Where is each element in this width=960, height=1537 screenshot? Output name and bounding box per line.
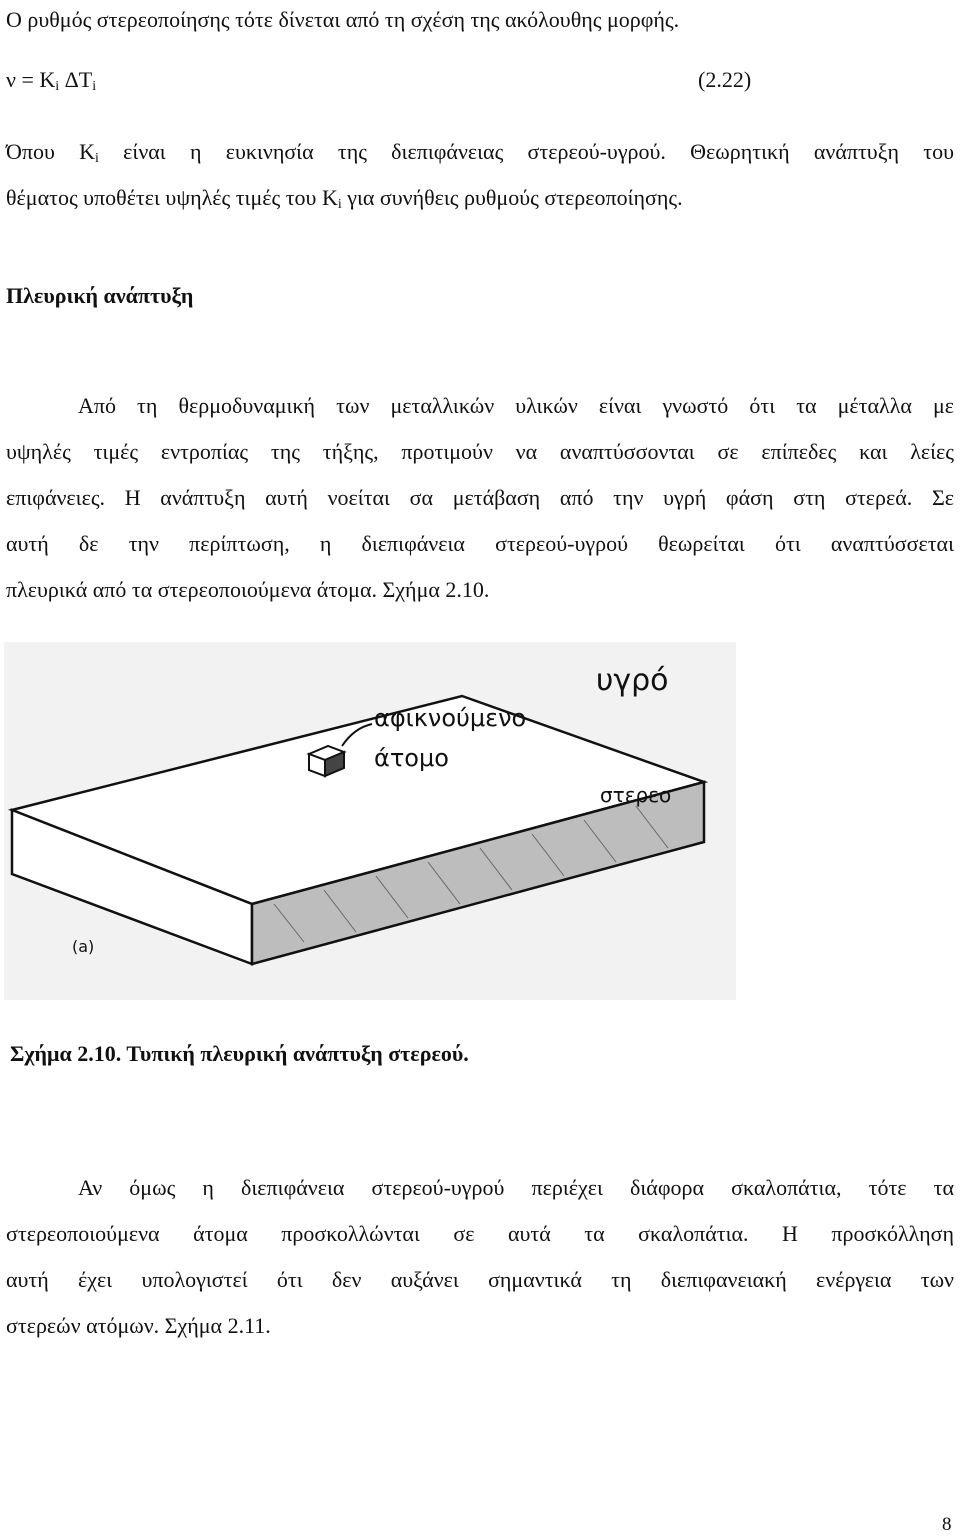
closing-line: αυτή έχει υπολογιστεί ότι δεν αυξάνει σημαντικά τη διεπιφανειακή ενέργεια των xyxy=(6,1267,954,1292)
intro-line: Ο ρυθμός στερεοποίησης τότε δίνεται από τη σχέση της ακόλουθης μορφής. xyxy=(6,7,680,32)
label-panel: (a) xyxy=(72,937,95,956)
lateral-growth-figure xyxy=(4,642,736,1000)
equation: $\nu = K_i$ $\Delta T_i$ xyxy=(6,67,97,94)
figure-drawing xyxy=(4,642,736,1000)
label-atom-2: άτομο xyxy=(374,744,449,772)
closing-line: στερεών ατόμων. Σχήμα 2.11. xyxy=(6,1313,271,1338)
where-line-2: θέματος υποθέτει υψηλές τιμές του $K_i$ για συνήθεις ρυθμούς στερεοποίησης. xyxy=(6,185,683,212)
equation-number: (2.22) xyxy=(698,67,752,92)
label-solid: στερεο xyxy=(600,783,672,807)
closing-line: Αν όμως η διεπιφάνεια στερεού-υγρού περιέχει διάφορα σκαλοπάτια, τότε τα xyxy=(78,1175,954,1200)
closing-line: στερεοποιούμενα άτομα προσκολλώνται σε αυτά τα σκαλοπάτια. Η προσκόλληση xyxy=(6,1221,954,1246)
label-atom-1: αφικνούμενο xyxy=(374,704,527,732)
where-line-1: Όπου $K_i$ είναι η ευκινησία της διεπιφάνειας στερεού-υγρού. Θεωρητική ανάπτυξη του xyxy=(6,139,954,166)
paragraph-line: αυτή δε την περίπτωση, η διεπιφάνεια στερεού-υγρού θεωρείται ότι αναπτύσσεται xyxy=(6,531,954,556)
page-number: 8 xyxy=(942,1514,952,1535)
figure-caption: Σχήμα 2.10. Τυπική πλευρική ανάπτυξη στερεού. xyxy=(10,1041,469,1066)
paragraph-line: πλευρικά από τα στερεοποιούμενα άτομα. Σχήμα 2.10. xyxy=(6,577,490,602)
label-liquid: υγρό xyxy=(596,663,669,698)
section-heading: Πλευρική ανάπτυξη xyxy=(6,283,194,308)
paragraph-line: επιφάνειες. Η ανάπτυξη αυτή νοείται σα μετάβαση από την υγρή φάση στη στερεά. Σε xyxy=(6,485,954,510)
paragraph-line: υψηλές τιμές εντροπίας της τήξης, προτιμούν να αναπτύσσονται σε επίπεδες και λείες xyxy=(6,439,954,464)
paragraph-line: Από τη θερμοδυναμική των μεταλλικών υλικών είναι γνωστό ότι τα μέταλλα με xyxy=(78,393,954,418)
